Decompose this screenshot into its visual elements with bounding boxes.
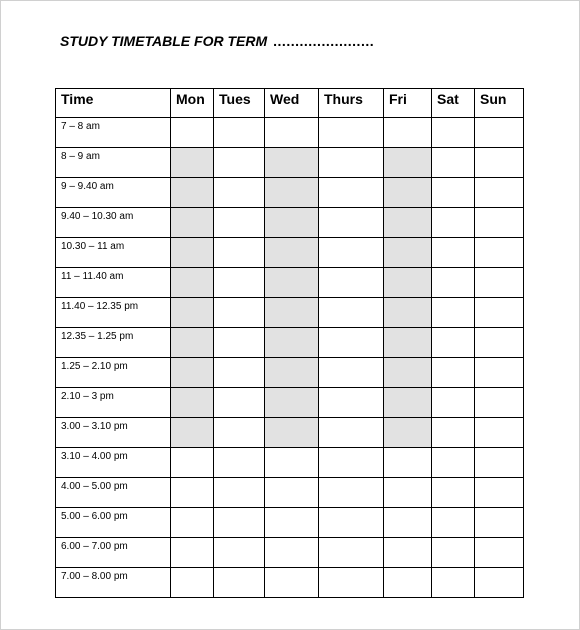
slot-cell-thurs[interactable] xyxy=(319,508,384,538)
time-slot-label: 4.00 – 5.00 pm xyxy=(56,478,171,508)
slot-cell-tues[interactable] xyxy=(214,238,265,268)
slot-cell-sat[interactable] xyxy=(432,358,475,388)
slot-cell-sun[interactable] xyxy=(475,418,524,448)
slot-cell-mon[interactable] xyxy=(171,238,214,268)
slot-cell-sun[interactable] xyxy=(475,508,524,538)
slot-cell-sat[interactable] xyxy=(432,118,475,148)
table-row xyxy=(56,268,524,298)
slot-cell-sun[interactable] xyxy=(475,298,524,328)
header-time: Time xyxy=(56,89,171,118)
slot-cell-mon[interactable] xyxy=(171,508,214,538)
slot-cell-sat[interactable] xyxy=(432,148,475,178)
slot-cell-wed[interactable] xyxy=(265,448,319,478)
time-slot-label: 6.00 – 7.00 pm xyxy=(56,538,171,568)
table-row xyxy=(56,448,524,478)
slot-cell-sat[interactable] xyxy=(432,508,475,538)
slot-cell-wed[interactable] xyxy=(265,418,319,448)
slot-cell-tues[interactable] xyxy=(214,148,265,178)
slot-cell-tues[interactable] xyxy=(214,538,265,568)
slot-cell-thurs[interactable] xyxy=(319,448,384,478)
slot-cell-wed[interactable] xyxy=(265,298,319,328)
slot-cell-sun[interactable] xyxy=(475,478,524,508)
slot-cell-sat[interactable] xyxy=(432,538,475,568)
slot-cell-thurs[interactable] xyxy=(319,418,384,448)
title-text: STUDY TIMETABLE FOR TERM xyxy=(60,33,268,49)
slot-cell-sat[interactable] xyxy=(432,208,475,238)
slot-cell-mon[interactable] xyxy=(171,388,214,418)
slot-cell-sun[interactable] xyxy=(475,358,524,388)
slot-cell-thurs[interactable] xyxy=(319,388,384,418)
slot-cell-thurs[interactable] xyxy=(319,238,384,268)
slot-cell-thurs[interactable] xyxy=(319,298,384,328)
slot-cell-fri[interactable] xyxy=(384,118,432,148)
slot-cell-tues[interactable] xyxy=(214,478,265,508)
slot-cell-mon[interactable] xyxy=(171,358,214,388)
slot-cell-thurs[interactable] xyxy=(319,358,384,388)
slot-cell-sun[interactable] xyxy=(475,538,524,568)
slot-cell-wed[interactable] xyxy=(265,148,319,178)
slot-cell-wed[interactable] xyxy=(265,118,319,148)
table-row xyxy=(56,358,524,388)
slot-cell-mon[interactable] xyxy=(171,178,214,208)
slot-cell-fri[interactable] xyxy=(384,418,432,448)
header-thurs: Thurs xyxy=(319,89,384,118)
slot-cell-sun[interactable] xyxy=(475,268,524,298)
table-row xyxy=(56,238,524,268)
timetable xyxy=(55,88,524,598)
table-row xyxy=(56,538,524,568)
page-title xyxy=(60,33,374,49)
slot-cell-tues[interactable] xyxy=(214,508,265,538)
time-slot-label: 7 – 8 am xyxy=(56,118,171,148)
slot-cell-wed[interactable] xyxy=(265,268,319,298)
slot-cell-tues[interactable] xyxy=(214,328,265,358)
table-row xyxy=(56,148,524,178)
slot-cell-tues[interactable] xyxy=(214,208,265,238)
slot-cell-wed[interactable] xyxy=(265,178,319,208)
table-row xyxy=(56,118,524,148)
time-slot-label: 8 – 9 am xyxy=(56,148,171,178)
table-row xyxy=(56,478,524,508)
slot-cell-fri[interactable] xyxy=(384,448,432,478)
slot-cell-sat[interactable] xyxy=(432,478,475,508)
slot-cell-mon[interactable] xyxy=(171,148,214,178)
slot-cell-wed[interactable] xyxy=(265,238,319,268)
title-blank: ....................... xyxy=(273,33,375,49)
slot-cell-thurs[interactable] xyxy=(319,538,384,568)
slot-cell-tues[interactable] xyxy=(214,118,265,148)
slot-cell-sun[interactable] xyxy=(475,238,524,268)
slot-cell-sat[interactable] xyxy=(432,328,475,358)
slot-cell-fri[interactable] xyxy=(384,298,432,328)
slot-cell-sun[interactable] xyxy=(475,568,524,598)
slot-cell-fri[interactable] xyxy=(384,178,432,208)
slot-cell-sat[interactable] xyxy=(432,178,475,208)
slot-cell-wed[interactable] xyxy=(265,568,319,598)
slot-cell-fri[interactable] xyxy=(384,268,432,298)
time-slot-label: 9 – 9.40 am xyxy=(56,178,171,208)
table-row xyxy=(56,298,524,328)
slot-cell-mon[interactable] xyxy=(171,568,214,598)
time-slot-label: 2.10 – 3 pm xyxy=(56,388,171,418)
header-row xyxy=(56,89,524,118)
slot-cell-thurs[interactable] xyxy=(319,178,384,208)
time-slot-label: 10.30 – 11 am xyxy=(56,238,171,268)
slot-cell-sat[interactable] xyxy=(432,568,475,598)
time-slot-label: 5.00 – 6.00 pm xyxy=(56,508,171,538)
slot-cell-mon[interactable] xyxy=(171,208,214,238)
slot-cell-sat[interactable] xyxy=(432,418,475,448)
slot-cell-wed[interactable] xyxy=(265,388,319,418)
time-slot-label: 11.40 – 12.35 pm xyxy=(56,298,171,328)
table-row xyxy=(56,178,524,208)
slot-cell-fri[interactable] xyxy=(384,358,432,388)
slot-cell-wed[interactable] xyxy=(265,358,319,388)
slot-cell-sun[interactable] xyxy=(475,448,524,478)
table-row xyxy=(56,208,524,238)
slot-cell-mon[interactable] xyxy=(171,418,214,448)
slot-cell-wed[interactable] xyxy=(265,328,319,358)
slot-cell-tues[interactable] xyxy=(214,568,265,598)
slot-cell-thurs[interactable] xyxy=(319,208,384,238)
time-slot-label: 12.35 – 1.25 pm xyxy=(56,328,171,358)
slot-cell-sat[interactable] xyxy=(432,268,475,298)
slot-cell-mon[interactable] xyxy=(171,448,214,478)
slot-cell-sat[interactable] xyxy=(432,298,475,328)
slot-cell-wed[interactable] xyxy=(265,508,319,538)
slot-cell-fri[interactable] xyxy=(384,208,432,238)
header-sun: Sun xyxy=(475,89,524,118)
slot-cell-tues[interactable] xyxy=(214,448,265,478)
header-mon: Mon xyxy=(171,89,214,118)
slot-cell-fri[interactable] xyxy=(384,478,432,508)
slot-cell-tues[interactable] xyxy=(214,418,265,448)
slot-cell-tues[interactable] xyxy=(214,298,265,328)
slot-cell-mon[interactable] xyxy=(171,118,214,148)
slot-cell-sun[interactable] xyxy=(475,178,524,208)
slot-cell-thurs[interactable] xyxy=(319,478,384,508)
timetable-body xyxy=(56,118,524,598)
slot-cell-fri[interactable] xyxy=(384,238,432,268)
slot-cell-sat[interactable] xyxy=(432,238,475,268)
header-fri: Fri xyxy=(384,89,432,118)
header-tues: Tues xyxy=(214,89,265,118)
slot-cell-mon[interactable] xyxy=(171,268,214,298)
slot-cell-sun[interactable] xyxy=(475,388,524,418)
slot-cell-wed[interactable] xyxy=(265,538,319,568)
slot-cell-tues[interactable] xyxy=(214,388,265,418)
time-slot-label: 11 – 11.40 am xyxy=(56,268,171,298)
slot-cell-mon[interactable] xyxy=(171,478,214,508)
slot-cell-tues[interactable] xyxy=(214,178,265,208)
slot-cell-tues[interactable] xyxy=(214,268,265,298)
header-wed: Wed xyxy=(265,89,319,118)
table-row xyxy=(56,568,524,598)
slot-cell-wed[interactable] xyxy=(265,478,319,508)
time-slot-label: 9.40 – 10.30 am xyxy=(56,208,171,238)
table-row xyxy=(56,418,524,448)
slot-cell-thurs[interactable] xyxy=(319,268,384,298)
slot-cell-sun[interactable] xyxy=(475,208,524,238)
header-sat: Sat xyxy=(432,89,475,118)
table-row xyxy=(56,328,524,358)
table-row xyxy=(56,508,524,538)
slot-cell-thurs[interactable] xyxy=(319,148,384,178)
time-slot-label: 7.00 – 8.00 pm xyxy=(56,568,171,598)
slot-cell-fri[interactable] xyxy=(384,538,432,568)
slot-cell-fri[interactable] xyxy=(384,148,432,178)
slot-cell-wed[interactable] xyxy=(265,208,319,238)
time-slot-label: 3.10 – 4.00 pm xyxy=(56,448,171,478)
slot-cell-sun[interactable] xyxy=(475,328,524,358)
slot-cell-sun[interactable] xyxy=(475,148,524,178)
slot-cell-fri[interactable] xyxy=(384,568,432,598)
slot-cell-mon[interactable] xyxy=(171,328,214,358)
slot-cell-fri[interactable] xyxy=(384,328,432,358)
table-row xyxy=(56,388,524,418)
slot-cell-thurs[interactable] xyxy=(319,328,384,358)
slot-cell-tues[interactable] xyxy=(214,358,265,388)
time-slot-label: 1.25 – 2.10 pm xyxy=(56,358,171,388)
slot-cell-fri[interactable] xyxy=(384,388,432,418)
slot-cell-fri[interactable] xyxy=(384,508,432,538)
slot-cell-sat[interactable] xyxy=(432,388,475,418)
slot-cell-thurs[interactable] xyxy=(319,568,384,598)
slot-cell-mon[interactable] xyxy=(171,298,214,328)
slot-cell-sun[interactable] xyxy=(475,118,524,148)
time-slot-label: 3.00 – 3.10 pm xyxy=(56,418,171,448)
slot-cell-mon[interactable] xyxy=(171,538,214,568)
slot-cell-thurs[interactable] xyxy=(319,118,384,148)
slot-cell-sat[interactable] xyxy=(432,448,475,478)
